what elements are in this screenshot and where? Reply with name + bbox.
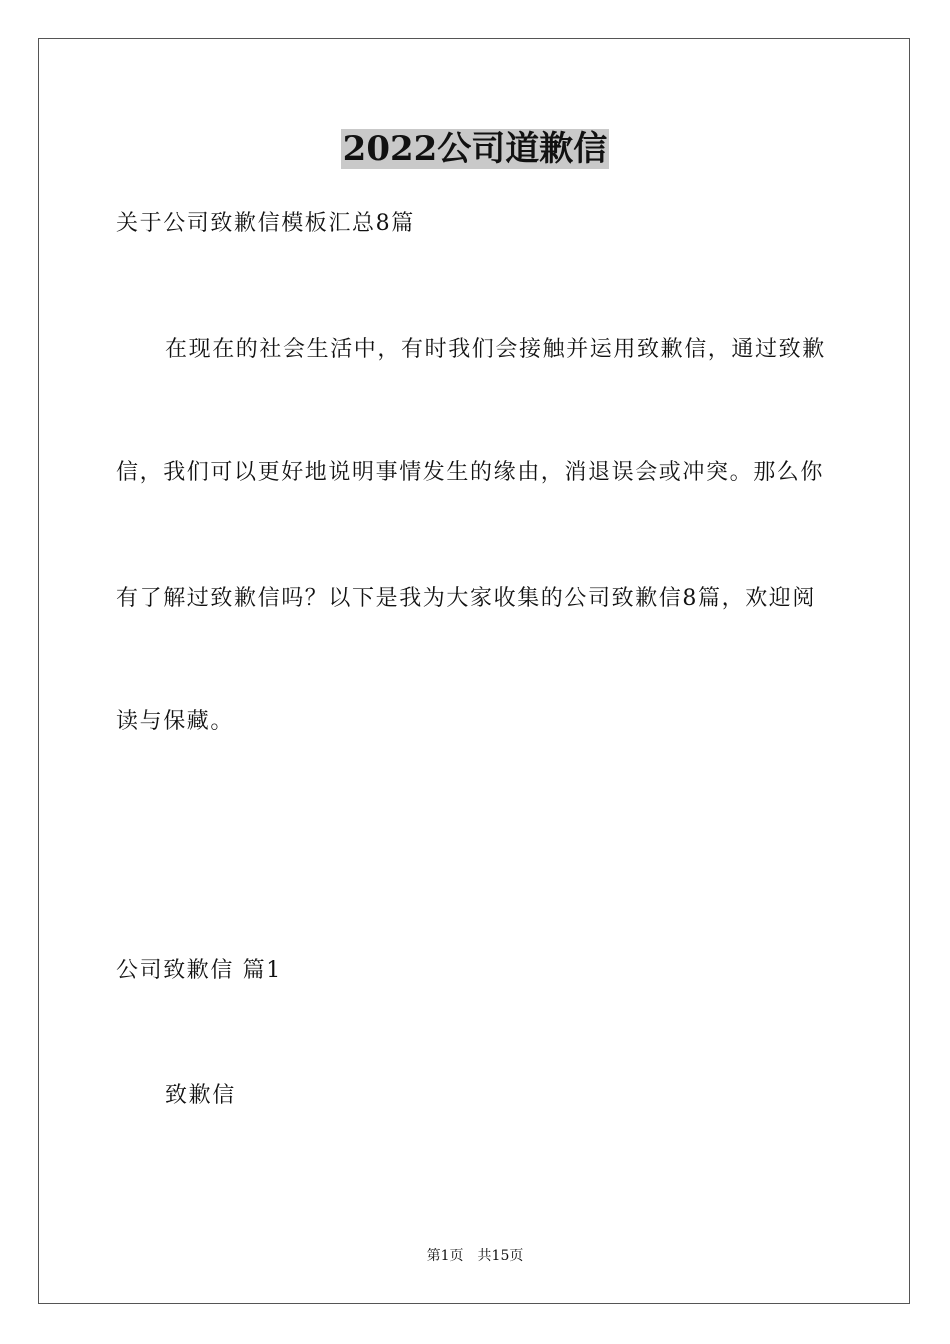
section-heading: 公司致歉信 篇1 [116,958,282,983]
page-current: 第1页 [426,1248,464,1264]
intro-line-3: 有了解过致歉信吗？以下是我为大家收集的公司致歉信8篇，欢迎阅 [116,586,816,611]
intro-line-2: 信，我们可以更好地说明事情发生的缘由，消退误会或冲突。那么你 [116,460,825,485]
page-footer [0,1246,950,1266]
document-title-text: 2022公司道歉信 [342,129,608,169]
intro-line-1: 在现在的社会生活中，有时我们会接触并运用致歉信，通过致歉 [165,337,826,362]
intro-line-4: 读与保藏。 [116,709,235,734]
page-total: 共15页 [477,1248,524,1264]
document-title [0,128,950,170]
letter-heading: 致歉信 [165,1083,236,1108]
document-subtitle: 关于公司致歉信模板汇总8篇 [116,211,415,236]
